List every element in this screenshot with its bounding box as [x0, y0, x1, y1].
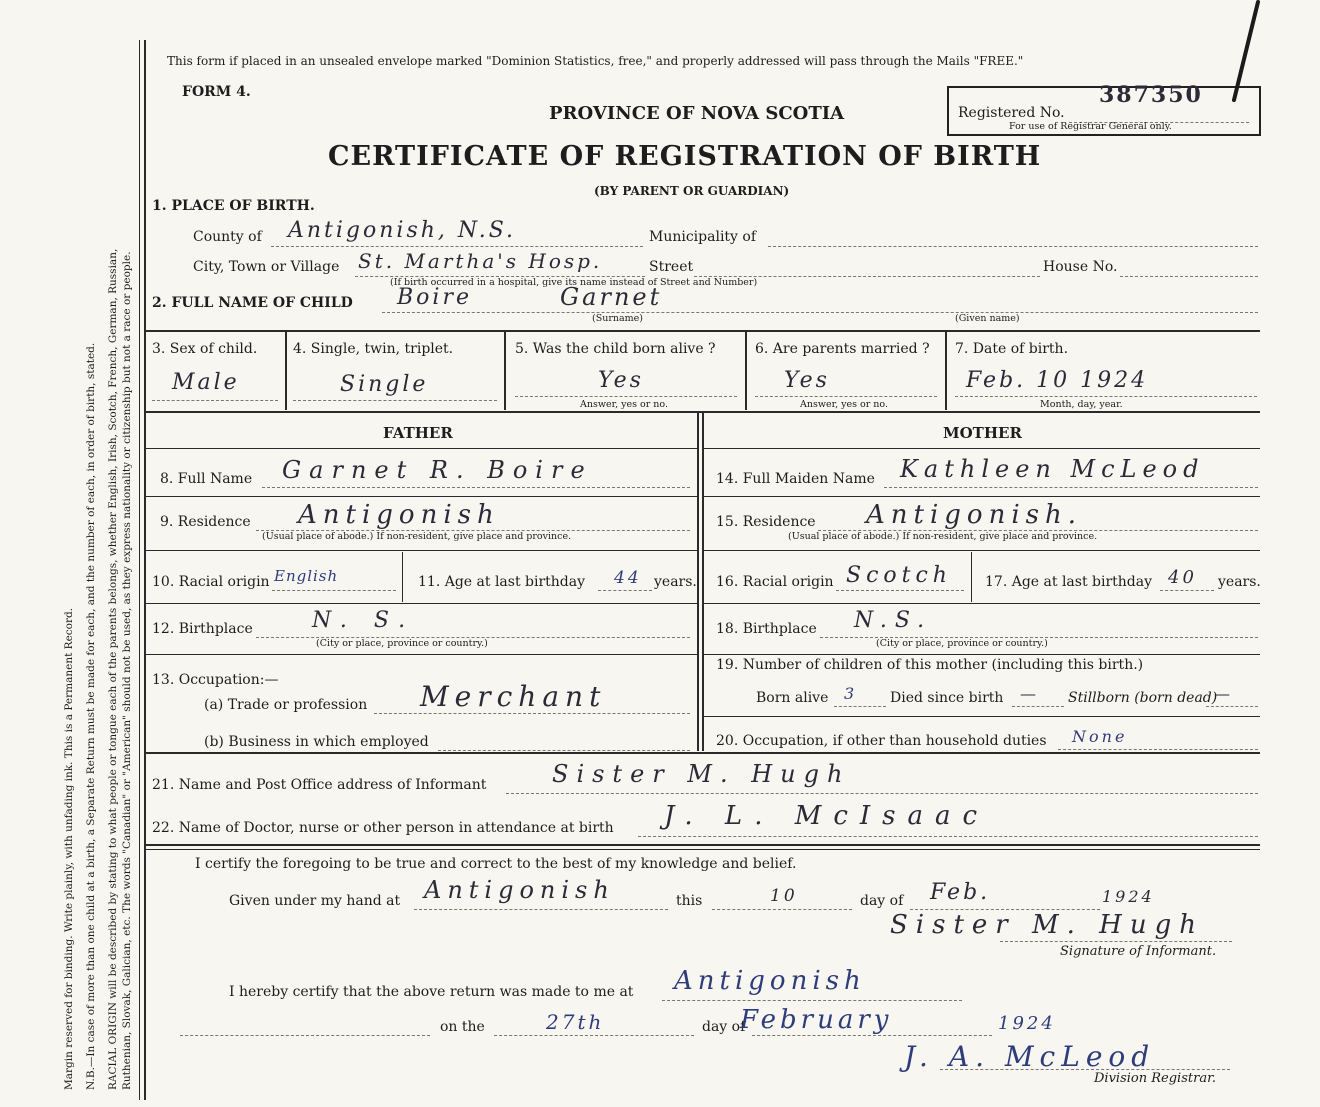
mother-rule-3: [704, 550, 1260, 551]
mother-rule-1: [704, 448, 1260, 449]
row3-top-rule: [146, 330, 1260, 332]
mother-name-label: 14. Full Maiden Name: [716, 471, 875, 487]
county-label: County of: [193, 229, 262, 245]
date-of-birth-value: Feb. 10 1924: [966, 368, 1149, 393]
mother-name-line: [884, 487, 1258, 488]
row3-divider-4: [945, 332, 947, 410]
born-alive-note: Answer, yes or no.: [580, 399, 669, 410]
row3-divider-3: [745, 332, 747, 410]
margin-racial-note-2: Ruthenian, Slovak, Galician, etc. The words "Canadian" or "American" should not be used, as they express nationality or citizenship but not a race or people.: [121, 251, 133, 1090]
mother-occupation-value: None: [1072, 727, 1128, 746]
father-occupation-label: 13. Occupation:—: [152, 672, 279, 688]
father-age-line: [598, 590, 652, 591]
stillborn-value: —: [1214, 684, 1233, 703]
born-alive-count-line: [834, 706, 886, 707]
given-place-value: Antigonish: [424, 876, 615, 904]
mother-residence-label: 15. Residence: [716, 514, 816, 530]
registrar-day-line: [494, 1035, 694, 1036]
registrar-year-value: 1924: [998, 1013, 1056, 1034]
date-of-birth-label: 7. Date of birth.: [955, 341, 1069, 357]
mother-race-line: [836, 590, 964, 591]
registered-number-box: [947, 82, 1261, 136]
father-age-label: 11. Age at last birthday: [418, 574, 586, 590]
margin-binding-note: Margin reserved for binding. Write plainly, with unfading ink. This is a Permanent Record.: [63, 607, 75, 1090]
parents-center-rule-b: [702, 413, 704, 751]
died-since-birth-line: [1012, 706, 1064, 707]
given-place-line: [414, 909, 668, 910]
registrar-signature: J. A. McLeod: [904, 1040, 1156, 1073]
business-label: (b) Business in which employed: [204, 734, 429, 750]
registered-no-label: Registered No.: [958, 105, 1065, 121]
municipality-label: Municipality of: [649, 229, 757, 245]
father-rule-4: [146, 603, 697, 604]
died-since-birth-label: Died since birth: [890, 690, 1004, 706]
certify-top-rule-a: [146, 844, 1260, 846]
mother-race-value: Scotch: [846, 563, 952, 588]
sex-line: [152, 400, 278, 401]
given-month-value: Feb.: [930, 880, 991, 905]
child-name-line: [382, 312, 1258, 313]
margin-racial-note-1: RACIAL ORIGIN will be described by stating to what people or tongue each of the parents belongs, whether English, Irish, Scotch, French, German, Russian,: [107, 248, 119, 1090]
informant-signature-label: Signature of Informant.: [1060, 944, 1217, 959]
mother-age-label: 17. Age at last birthday: [985, 574, 1153, 590]
doctor-label: 22. Name of Doctor, nurse or other person in attendance at birth: [152, 820, 614, 836]
mother-name-value: Kathleen McLeod: [900, 455, 1205, 483]
father-rule-2: [146, 496, 697, 497]
died-since-birth-value: —: [1020, 684, 1039, 703]
registered-no-value: 387350: [1099, 82, 1203, 108]
father-name-value: Garnet R. Boire: [282, 456, 593, 484]
certificate-title: CERTIFICATE OF REGISTRATION OF BIRTH: [328, 141, 1042, 172]
father-heading: FATHER: [383, 424, 453, 442]
parents-married-value: Yes: [784, 368, 830, 393]
mother-birthplace-label: 18. Birthplace: [716, 621, 817, 637]
registered-no-note: For use of Registrar General only.: [1009, 121, 1172, 132]
row3-divider-2: [504, 332, 506, 410]
county-value: Antigonish, N.S.: [288, 218, 517, 243]
born-alive-value: Yes: [598, 368, 644, 393]
father-residence-note: (Usual place of abode.) If non-resident, give place and province.: [262, 531, 572, 542]
father-age-value: 44: [614, 568, 642, 588]
father-rule-1: [146, 448, 697, 449]
mother-residence-value: Antigonish.: [866, 500, 1082, 530]
child-name-label: 2. FULL NAME OF CHILD: [152, 295, 353, 311]
mother-rule-4: [704, 603, 1260, 604]
form-number: FORM 4.: [182, 84, 251, 100]
registrar-signature-label: Division Registrar.: [1094, 1071, 1216, 1086]
mother-occupation-label: 20. Occupation, if other than household duties: [716, 733, 1047, 749]
business-line: [438, 750, 690, 751]
father-race-divider: [402, 552, 403, 602]
mother-age-value: 40: [1168, 567, 1197, 588]
province-heading: PROVINCE OF NOVA SCOTIA: [549, 103, 845, 124]
mother-birthplace-value: N.S.: [854, 608, 933, 633]
father-residence-value: Antigonish: [298, 500, 500, 530]
trade-line: [374, 713, 690, 714]
registrar-month-value: February: [740, 1005, 893, 1035]
margin-border-outer: [139, 40, 140, 1100]
registrar-day-value: 27th: [546, 1010, 605, 1034]
father-name-line: [262, 487, 690, 488]
certify-top-rule-b: [146, 849, 1260, 850]
mother-rule-6: [704, 716, 1260, 717]
father-rule-3: [146, 550, 697, 551]
mother-race-divider: [971, 552, 972, 602]
parents-center-rule-a: [697, 413, 699, 751]
given-year-value: 1924: [1102, 887, 1155, 906]
municipality-line: [768, 246, 1258, 247]
registrar-place-value: Antigonish: [674, 966, 866, 996]
trade-label: (a) Trade or profession: [204, 697, 368, 713]
father-rule-5: [146, 654, 697, 655]
certificate-subtitle: (BY PARENT OR GUARDIAN): [594, 184, 790, 198]
mail-notice: This form if placed in an unsealed envelope marked "Dominion Statistics, free," and properly addressed will pass through the Mails "FREE.": [167, 54, 1024, 68]
date-of-birth-line: [955, 396, 1257, 397]
registrar-prefix-line: [180, 1035, 430, 1036]
date-of-birth-note: Month, day, year.: [1040, 399, 1123, 410]
parents-married-note: Answer, yes or no.: [800, 399, 889, 410]
trade-value: Merchant: [420, 680, 607, 713]
mother-residence-note: (Usual place of abode.) If non-resident, give place and province.: [788, 531, 1098, 542]
city-label: City, Town or Village: [193, 259, 340, 275]
plurality-value: Single: [340, 372, 429, 397]
margin-nb-note: N.B.—In case of more than one child at a birth, a Separate Return must be made for each, and the number of each, in order of birth, stated.: [85, 342, 97, 1090]
given-day-of-label: day of: [860, 893, 904, 909]
place-of-birth-heading: 1. PLACE OF BIRTH.: [152, 198, 315, 214]
given-under-hand-label: Given under my hand at: [229, 893, 401, 909]
given-day-line: [712, 909, 852, 910]
born-alive-label: 5. Was the child born alive ?: [515, 341, 716, 357]
doctor-value: J. L. McIsaac: [664, 801, 990, 831]
given-day-value: 10: [770, 886, 798, 906]
house-no-line: [1120, 276, 1258, 277]
father-race-value: English: [274, 567, 339, 585]
stillborn-line: [1206, 706, 1258, 707]
county-line: [271, 246, 643, 247]
mother-race-label: 16. Racial origin: [716, 574, 834, 590]
sex-value: Male: [172, 370, 240, 395]
born-alive-count-label: Born alive: [756, 690, 829, 706]
registrar-month-line: [752, 1035, 992, 1036]
street-label: Street: [649, 259, 694, 275]
informant-line: [506, 793, 1258, 794]
mother-rule-2: [704, 496, 1260, 497]
father-name-label: 8. Full Name: [160, 471, 253, 487]
father-residence-label: 9. Residence: [160, 514, 251, 530]
on-the-label: on the: [440, 1019, 485, 1035]
informant-value: Sister M. Hugh: [552, 760, 851, 788]
father-birthplace-label: 12. Birthplace: [152, 621, 253, 637]
registrar-place-line: [662, 1000, 962, 1001]
father-birthplace-note: (City or place, province or country.): [316, 638, 488, 649]
born-alive-count-value: 3: [844, 684, 858, 703]
plurality-line: [293, 400, 497, 401]
margin-border-inner: [144, 40, 146, 1100]
mother-rule-5: [704, 654, 1260, 655]
mother-age-unit: years.: [1218, 574, 1261, 590]
sex-label: 3. Sex of child.: [152, 341, 258, 357]
doctor-line: [638, 836, 1258, 837]
informant-signature-line: [1000, 941, 1232, 942]
father-race-line: [272, 590, 396, 591]
informant-signature: Sister M. Hugh: [890, 910, 1204, 940]
hospital-note: (If birth occurred in a hospital, give its name instead of Street and Number): [390, 277, 758, 288]
mother-occupation-line: [1058, 749, 1258, 750]
plurality-label: 4. Single, twin, triplet.: [293, 341, 454, 357]
row3-divider-1: [285, 332, 287, 410]
father-age-unit: years.: [654, 574, 697, 590]
registrar-signature-line: [940, 1069, 1230, 1070]
registrar-day-of-label: day of: [702, 1019, 746, 1035]
child-given-name-value: Garnet: [560, 283, 663, 311]
informant-label: 21. Name and Post Office address of Informant: [152, 777, 487, 793]
parents-married-label: 6. Are parents married ?: [755, 341, 930, 357]
child-surname-value: Boire: [397, 285, 472, 310]
stillborn-label: Stillborn (born dead): [1068, 690, 1218, 706]
mother-age-line: [1160, 590, 1214, 591]
given-name-note: (Given name): [955, 313, 1020, 324]
born-alive-line: [515, 396, 737, 397]
city-value: St. Martha's Hosp.: [358, 249, 603, 273]
parents-married-line: [755, 396, 937, 397]
father-race-label: 10. Racial origin: [152, 574, 270, 590]
surname-note: (Surname): [592, 313, 643, 324]
pen-mark: [1228, 0, 1268, 110]
mother-heading: MOTHER: [943, 424, 1022, 442]
certify-statement: I certify the foregoing to be true and correct to the best of my knowledge and belief.: [195, 856, 797, 872]
this-label: this: [676, 893, 703, 909]
children-count-label: 19. Number of children of this mother (including this birth.): [716, 657, 1144, 673]
registrar-statement: I hereby certify that the above return was made to me at: [229, 984, 634, 1000]
father-birthplace-value: N. S.: [312, 608, 416, 633]
house-no-label: House No.: [1043, 259, 1118, 275]
informant-top-rule: [146, 752, 1260, 754]
mother-birthplace-note: (City or place, province or country.): [876, 638, 1048, 649]
